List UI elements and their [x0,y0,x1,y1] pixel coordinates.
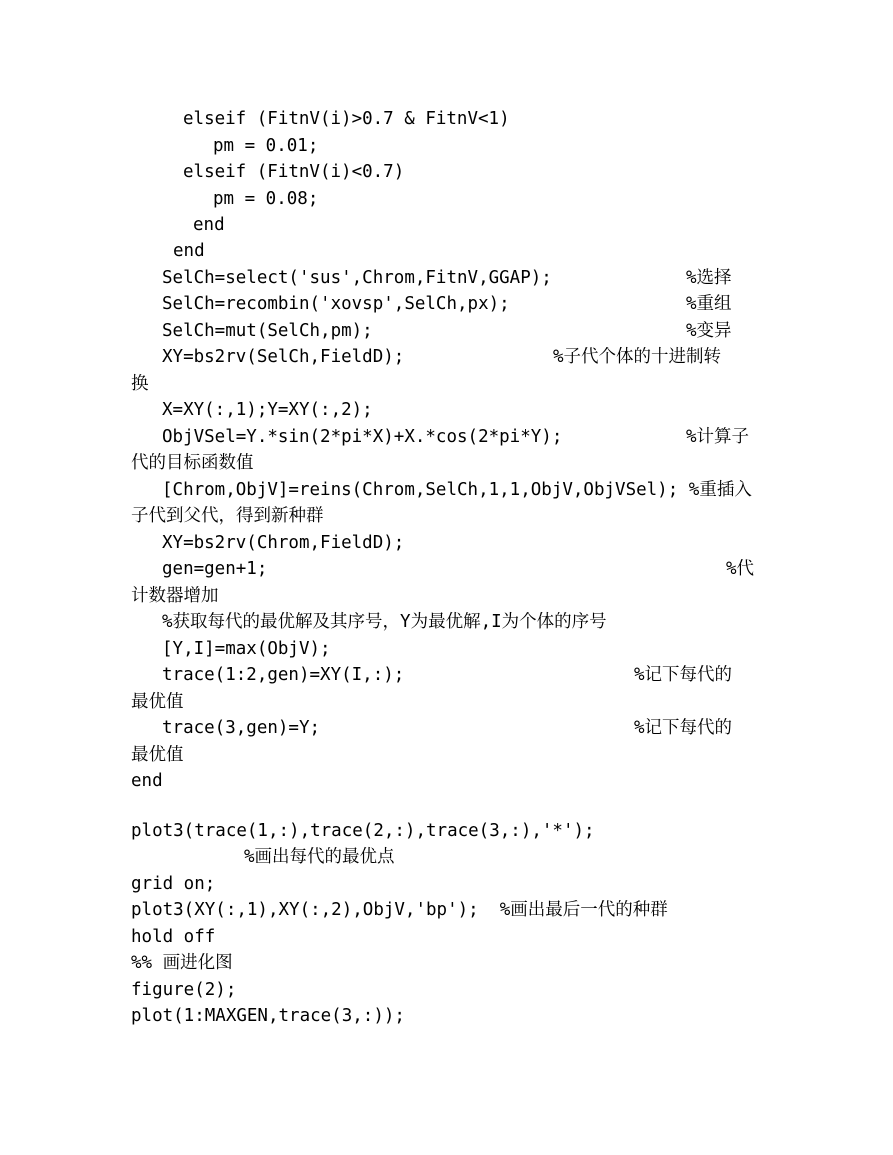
code-comment: %子代个体的十进制转 [553,347,722,367]
code-line: SelCh=recombin('xovsp',SelCh,px); [162,294,510,314]
code-line: trace(3,gen)=Y; [162,718,321,738]
code-comment: %变异 [686,321,732,341]
code-line: elseif (FitnV(i)<0.7) [183,162,405,182]
code-line: 最优值 [131,692,184,712]
code-comment: %获取每代的最优解及其序号，Y为最优解,I为个体的序号 [162,612,607,632]
code-line: trace(1:2,gen)=XY(I,:); [162,665,405,685]
code-line: grid on; [131,874,216,894]
code-line: hold off [131,927,216,947]
code-line: [Chrom,ObjV]=reins(Chrom,SelCh,1,1,ObjV,ObjVSel); %重插入 [162,480,752,500]
code-line: SelCh=mut(SelCh,pm); [162,321,373,341]
code-line: plot(1:MAXGEN,trace(3,:)); [131,1006,405,1026]
code-line: SelCh=select('sus',Chrom,FitnV,GGAP); [162,268,552,288]
code-line: figure(2); [131,980,237,1000]
code-comment: %画出每代的最优点 [244,847,395,867]
code-line: 代的目标函数值 [131,453,254,473]
code-comment: %记下每代的 [634,665,733,685]
code-line: end [131,771,163,791]
code-line: XY=bs2rv(Chrom,FieldD); [162,533,405,553]
code-line: plot3(trace(1,:),trace(2,:),trace(3,:),'*'); [131,821,595,841]
code-line: ObjVSel=Y.*sin(2*pi*X)+X.*cos(2*pi*Y); [162,427,563,447]
code-line: 计数器增加 [131,586,219,606]
code-line: elseif (FitnV(i)>0.7 & FitnV<1) [183,109,510,129]
code-line: gen=gen+1; [162,559,268,579]
code-line: end [173,241,205,261]
code-line: pm = 0.08; [213,189,319,209]
code-comment: %记下每代的 [634,718,733,738]
code-line: X=XY(:,1);Y=XY(:,2); [162,400,373,420]
code-comment: %重组 [686,294,732,314]
code-line: pm = 0.01; [213,136,319,156]
code-comment: %代 [726,559,755,579]
code-line: XY=bs2rv(SelCh,FieldD); [162,347,405,367]
code-line: 换 [131,374,149,394]
code-comment: %计算子 [686,427,750,447]
code-line: %% 画进化图 [131,953,233,973]
code-line: end [193,215,225,235]
code-comment: %选择 [686,268,732,288]
code-line: 最优值 [131,745,184,765]
code-line: plot3(XY(:,1),XY(:,2),ObjV,'bp'); %画出最后一代的种群 [131,900,668,920]
code-line: 子代到父代，得到新种群 [131,506,324,526]
code-line: [Y,I]=max(ObjV); [162,639,331,659]
